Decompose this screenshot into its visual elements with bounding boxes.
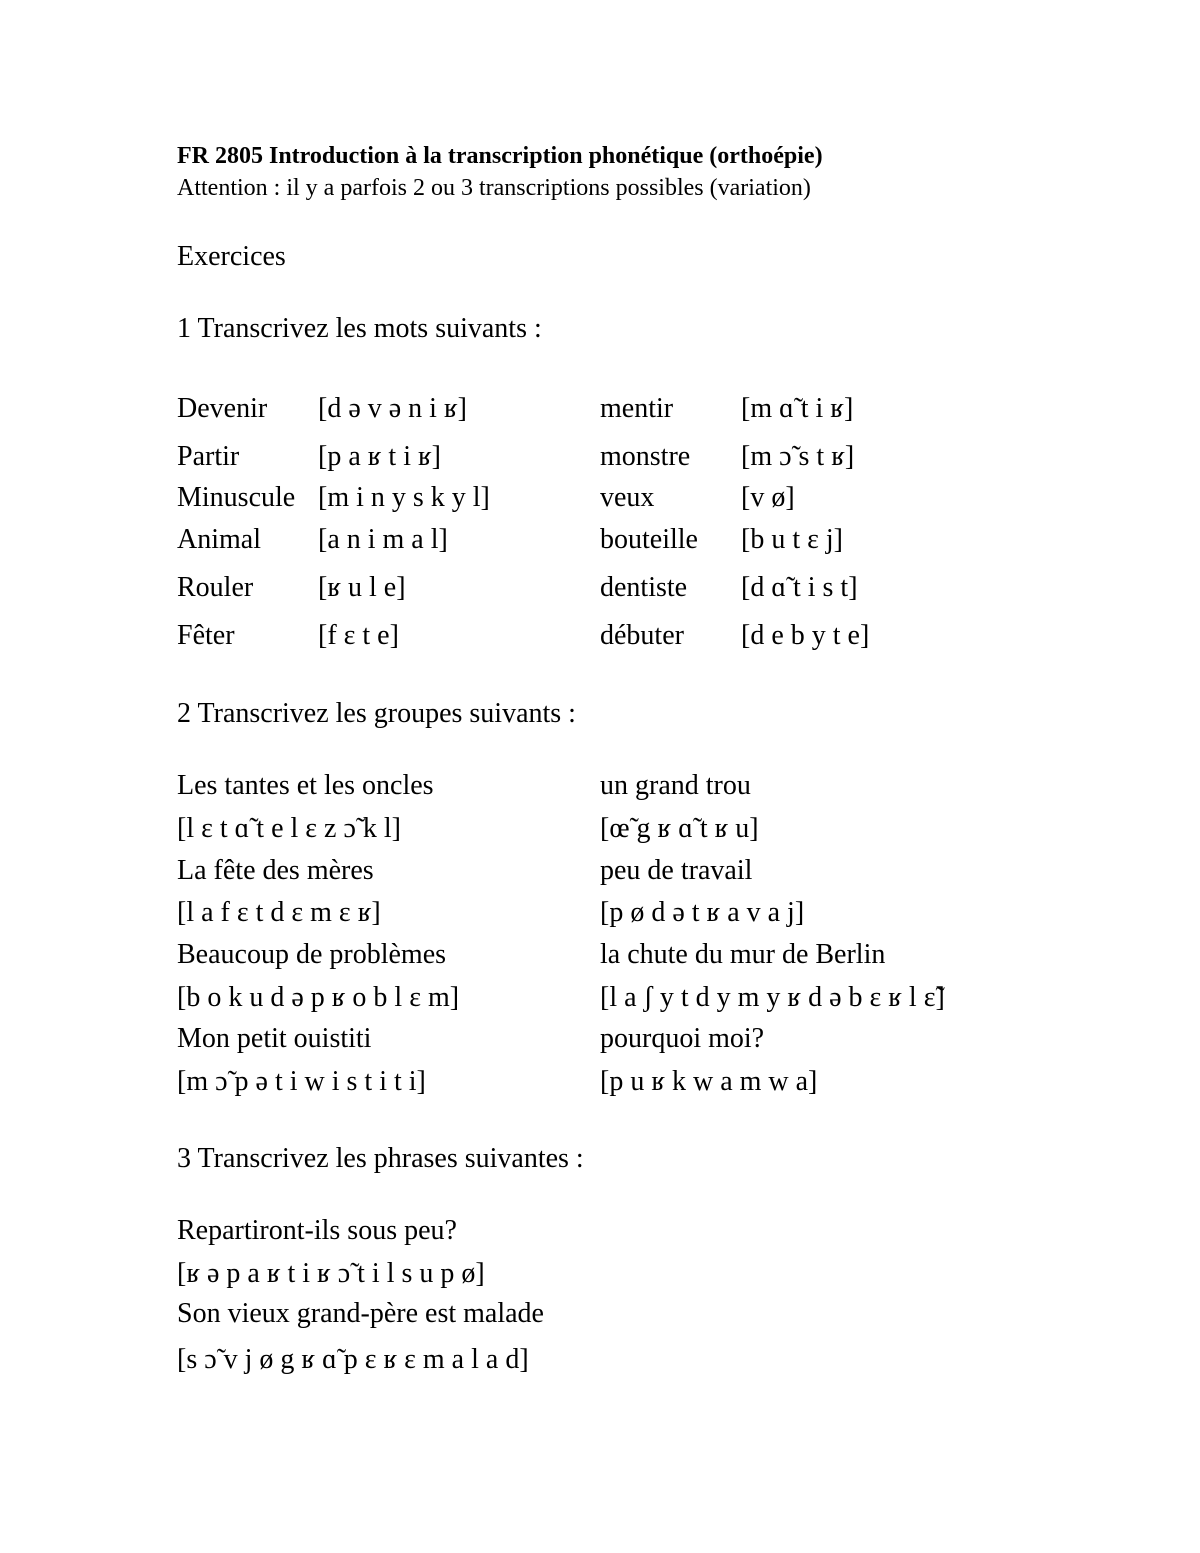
document-note: Attention : il y a parfois 2 ou 3 transcriptions possibles (variation) xyxy=(177,175,811,201)
s2-right-ipa: [p ø d ə t ʁ a v a j] xyxy=(600,897,805,928)
s1-right-ipa: [v ø] xyxy=(741,482,795,513)
s2-right-text: un grand trou xyxy=(600,770,751,801)
s1-left-word: Minuscule xyxy=(177,482,296,513)
s3-sentence: Son vieux grand-père est malade xyxy=(177,1298,544,1329)
s1-right-word: débuter xyxy=(600,620,684,651)
s1-right-ipa: [d e b y t e] xyxy=(741,620,870,651)
s1-right-word: bouteille xyxy=(600,524,698,555)
exercices-heading: Exercices xyxy=(177,241,286,272)
s2-left-text: Les tantes et les oncles xyxy=(177,770,434,801)
s2-right-ipa: [œ̃ g ʁ ɑ̃ t ʁ u] xyxy=(600,813,759,844)
s1-left-word: Rouler xyxy=(177,572,254,603)
s1-left-word: Fêter xyxy=(177,620,235,651)
s1-left-ipa: [ʁ u l e] xyxy=(318,572,406,603)
s2-left-text: Beaucoup de problèmes xyxy=(177,939,447,970)
s3-ipa: [s ɔ̃ v j ø g ʁ ɑ̃ p ɛ ʁ ɛ m a l a d] xyxy=(177,1344,529,1375)
section3-heading: 3 Transcrivez les phrases suivantes : xyxy=(177,1143,584,1174)
s2-left-ipa: [b o k u d ə p ʁ o b l ɛ m] xyxy=(177,982,460,1013)
s1-right-word: veux xyxy=(600,482,655,513)
s2-right-text: la chute du mur de Berlin xyxy=(600,939,886,970)
s1-right-word: monstre xyxy=(600,441,691,472)
s2-right-ipa: [p u ʁ k w a m w a] xyxy=(600,1066,818,1097)
s2-left-text: La fête des mères xyxy=(177,855,374,886)
s1-left-word: Devenir xyxy=(177,393,268,424)
s1-right-word: mentir xyxy=(600,393,674,424)
s2-left-ipa: [m ɔ̃ p ə t i w i s t i t i] xyxy=(177,1066,426,1097)
s1-right-ipa: [m ɑ̃ t i ʁ] xyxy=(741,393,854,424)
s1-right-ipa: [b u t ɛ j] xyxy=(741,524,843,555)
s1-left-ipa: [d ə v ə n i ʁ] xyxy=(318,393,467,424)
s1-left-ipa: [m i n y s k y l] xyxy=(318,482,490,513)
s2-left-ipa: [l a f ɛ t d ɛ m ɛ ʁ] xyxy=(177,897,381,928)
s2-right-text: peu de travail xyxy=(600,855,753,886)
s1-right-word: dentiste xyxy=(600,572,688,603)
s1-right-ipa: [m ɔ̃ s t ʁ] xyxy=(741,441,855,472)
s1-left-ipa: [p a ʁ t i ʁ] xyxy=(318,441,441,472)
section1-heading: 1 Transcrivez les mots suivants : xyxy=(177,313,542,344)
s2-right-ipa: [l a ʃ y t d y m y ʁ d ə b ɛ ʁ l ɛ̃] xyxy=(600,982,945,1013)
s2-left-text: Mon petit ouistiti xyxy=(177,1023,372,1054)
s1-left-word: Animal xyxy=(177,524,261,555)
s2-right-text: pourquoi moi? xyxy=(600,1023,765,1054)
s3-ipa: [ʁ ə p a ʁ t i ʁ ɔ̃ t i l s u p ø] xyxy=(177,1258,485,1289)
document-title: FR 2805 Introduction à la transcription phonétique (orthoépie) xyxy=(177,143,823,169)
s1-left-ipa: [a n i m a l] xyxy=(318,524,448,555)
s1-left-ipa: [f ɛ t e] xyxy=(318,620,399,651)
s3-sentence: Repartiront-ils sous peu? xyxy=(177,1215,457,1246)
s1-right-ipa: [d ɑ̃ t i s t] xyxy=(741,572,858,603)
section2-heading: 2 Transcrivez les groupes suivants : xyxy=(177,698,576,729)
s1-left-word: Partir xyxy=(177,441,240,472)
s2-left-ipa: [l ɛ t ɑ̃ t e l ɛ z ɔ̃ k l] xyxy=(177,813,401,844)
